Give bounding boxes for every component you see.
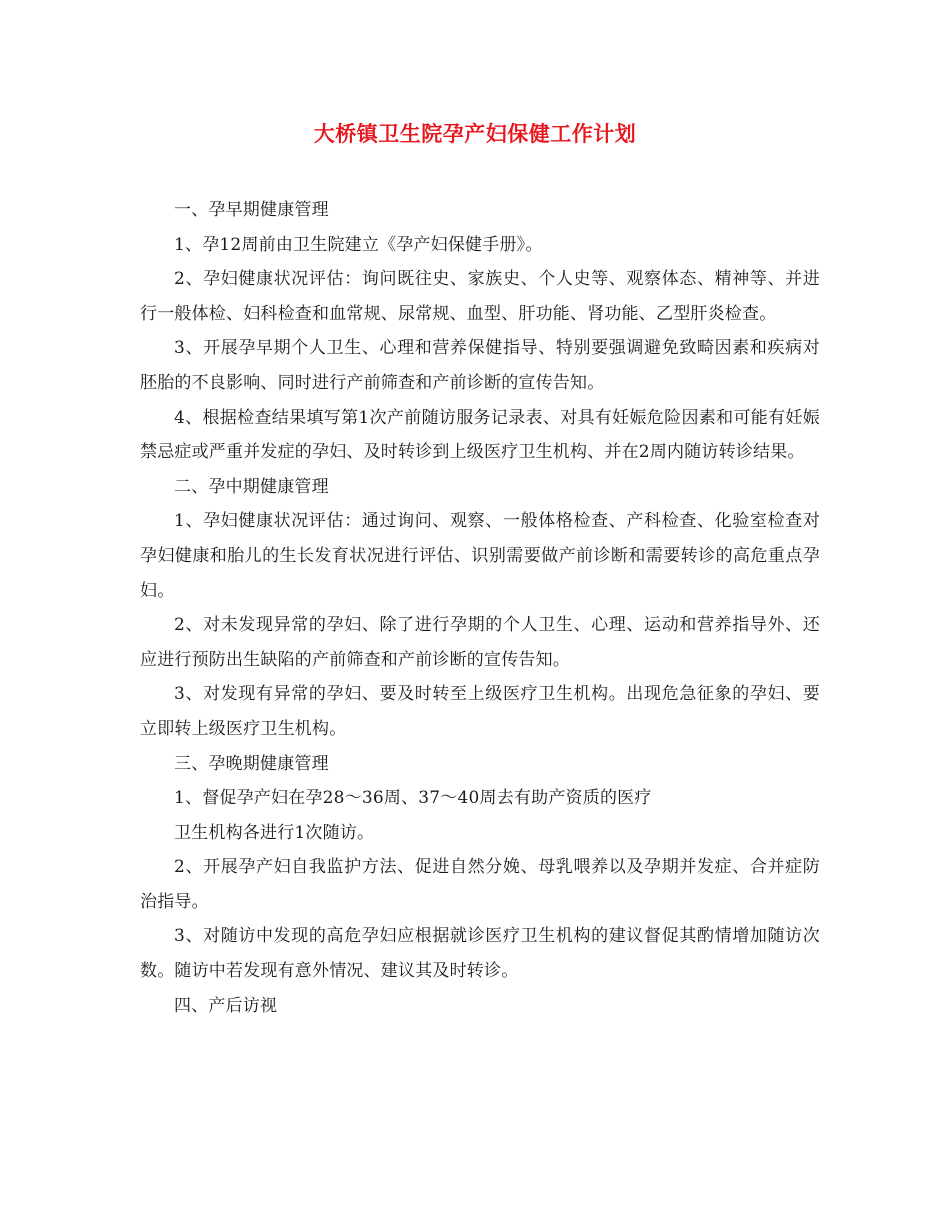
- paragraph: 1、孕12周前由卫生院建立《孕产妇保健手册》。: [174, 234, 543, 255]
- paragraph: 4、根据检查结果填写第1次产前随访服务记录表、对具有妊娠危险因素和可能有妊娠禁忌症或严重并发症的孕妇、及时转诊到上级医疗卫生机构、并在2周内随访转诊结果。: [140, 407, 820, 463]
- paragraph: 3、对发现有异常的孕妇、要及时转至上级医疗卫生机构。出现危急征象的孕妇、要立即转上级医疗卫生机构。: [140, 684, 820, 739]
- paragraph: 1、孕妇健康状况评估：通过询问、观察、一般体格检查、产科检查、化验室检查对孕妇健康和胎儿的生长发育状况进行评估、识别需要做产前诊断和需要转诊的高危重点孕妇。: [140, 511, 820, 601]
- paragraph: 3、开展孕早期个人卫生、心理和营养保健指导、特别要强调避免致畸因素和疾病对胚胎的不良影响、同时进行产前筛查和产前诊断的宣传告知。: [140, 338, 820, 393]
- paragraph: 卫生机构各进行1次随访。: [174, 822, 375, 843]
- paragraph: 2、开展孕产妇自我监护方法、促进自然分娩、母乳喂养以及孕期并发症、合并症防治指导。: [140, 857, 820, 912]
- paragraph: 1、督促孕产妇在孕28～36周、37～40周去有助产资质的医疗: [174, 788, 652, 809]
- section-heading: 一、孕早期健康管理: [174, 200, 329, 220]
- paragraph: 3、对随访中发现的高危孕妇应根据就诊医疗卫生机构的建议督促其酌情增加随访次数。随访中若发现有意外情况、建议其及时转诊。: [140, 926, 820, 982]
- section-heading: 三、孕晚期健康管理: [174, 753, 329, 774]
- section-heading: 四、产后访视: [174, 995, 278, 1016]
- paragraph: 2、对未发现异常的孕妇、除了进行孕期的个人卫生、心理、运动和营养指导外、还应进行预防出生缺陷的产前筛查和产前诊断的宣传告知。: [140, 615, 820, 670]
- document-body: [140, 193, 820, 1023]
- document-title: 大桥镇卫生院孕产妇保健工作计划: [313, 121, 637, 146]
- paragraph: 2、孕妇健康状况评估：询问既往史、家族史、个人史等、观察体态、精神等、并进行一般体检、妇科检查和血常规、尿常规、血型、肝功能、肾功能、乙型肝炎检查。: [140, 269, 820, 324]
- section-heading: 二、孕中期健康管理: [174, 476, 329, 497]
